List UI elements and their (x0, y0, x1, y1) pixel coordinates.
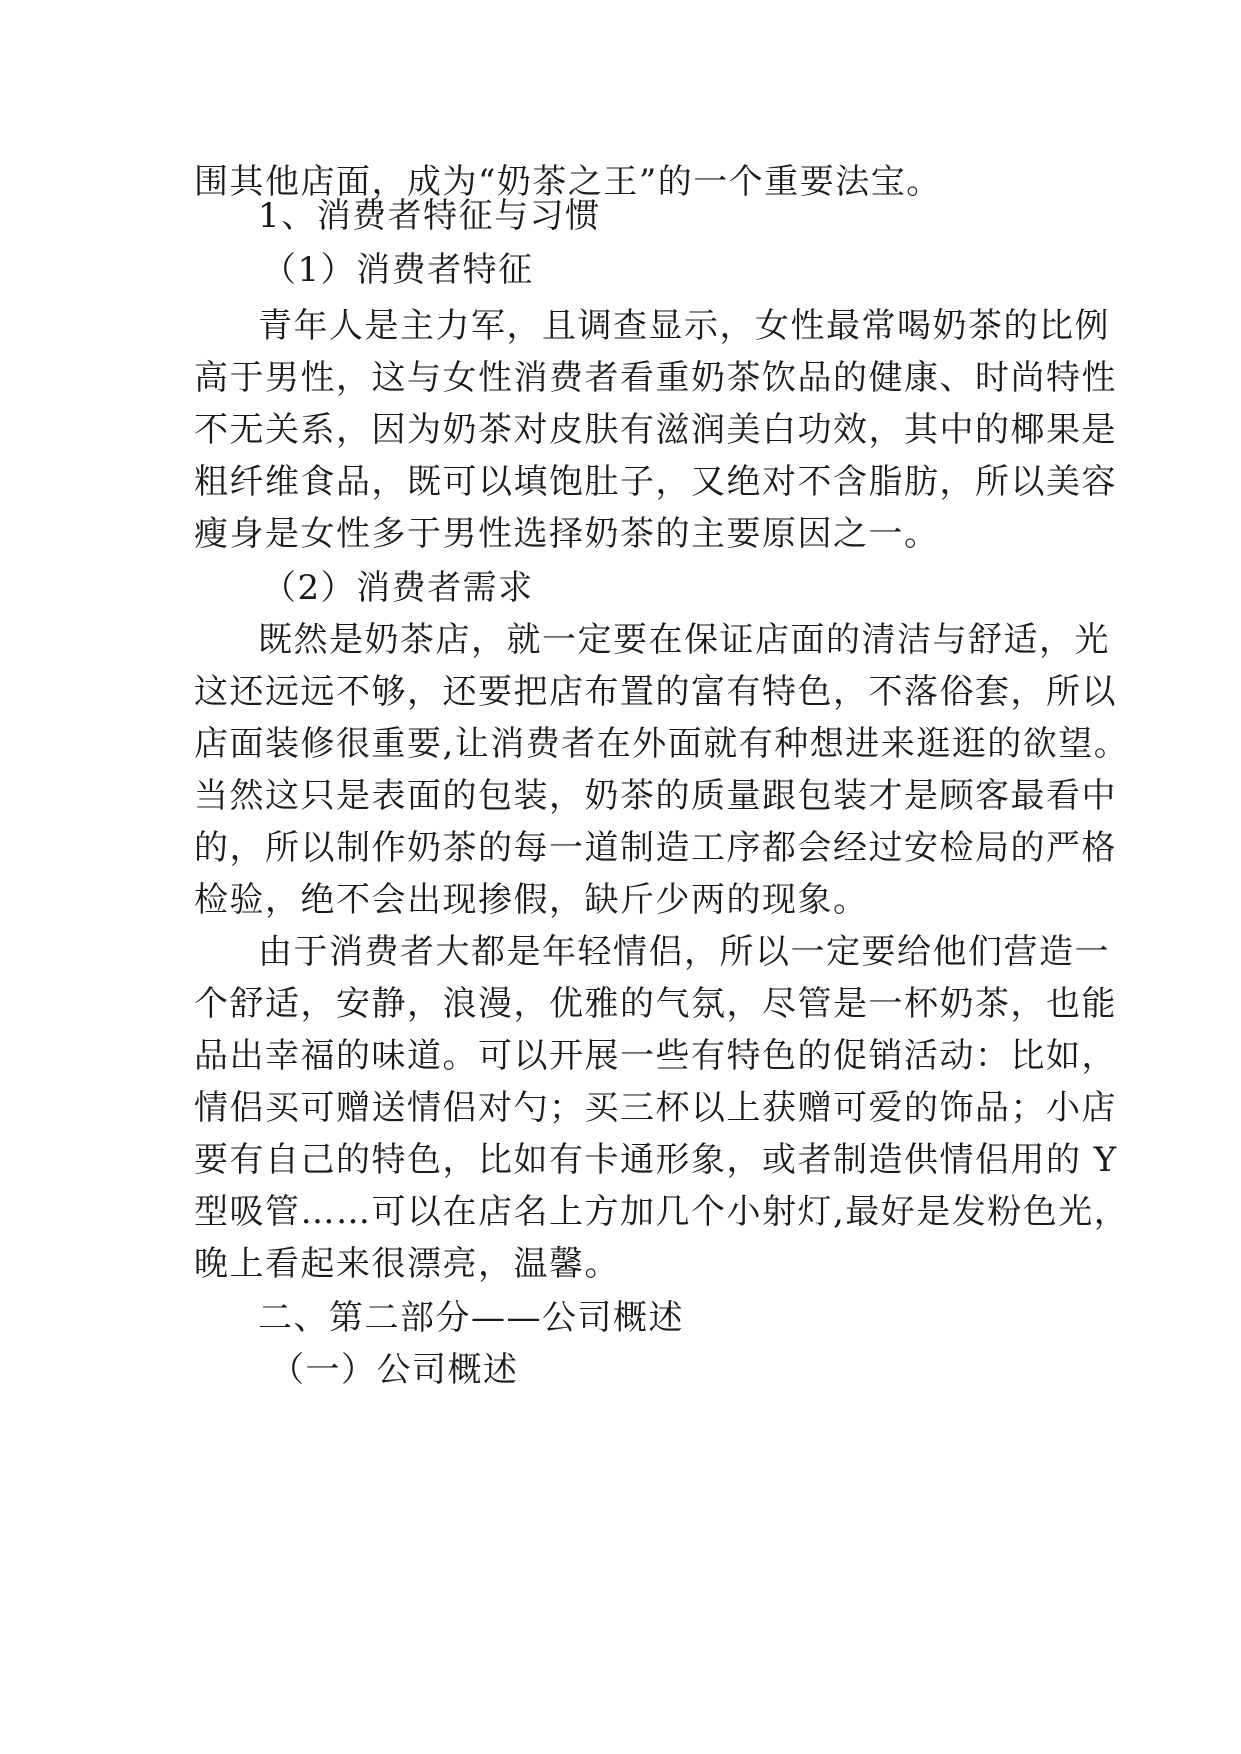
paragraph-line: 高于男性，这与女性消费者看重奶茶饮品的健康、时尚特性 (194, 358, 1117, 398)
paragraph-line: 情侣买可赠送情侣对勺；买三杯以上获赠可爱的饰品；小店 (194, 1088, 1117, 1128)
paragraph-line: 个舒适，安静，浪漫，优雅的气氛，尽管是一杯奶茶，也能 (194, 984, 1117, 1024)
paragraph-line: 不无关系，因为奶茶对皮肤有滋润美白功效，其中的椰果是 (194, 410, 1117, 450)
paragraph-line: 青年人是主力军，且调查显示，女性最常喝奶茶的比例 (258, 306, 1110, 346)
part-heading: 二、第二部分——公司概述 (258, 1298, 684, 1338)
subsection-heading: （一）公司概述 (270, 1350, 519, 1390)
paragraph-line: 由于消费者大都是年轻情侣，所以一定要给他们营造一 (258, 932, 1110, 972)
paragraph-line: 检验，绝不会出现掺假，缺斤少两的现象。 (194, 880, 869, 920)
subsection-heading: （2）消费者需求 (262, 568, 534, 608)
paragraph-line: 型吸管……可以在店名上方加几个小射灯,最好是发粉色光， (194, 1192, 1130, 1232)
paragraph-line: 既然是奶茶店，就一定要在保证店面的清洁与舒适，光 (258, 620, 1110, 660)
subsection-heading: （1）消费者特征 (262, 250, 534, 290)
paragraph-line: 这还远远不够，还要把店布置的富有特色，不落俗套，所以 (194, 672, 1117, 712)
section-heading: 1、消费者特征与习惯 (258, 196, 601, 236)
paragraph-line: 晚上看起来很漂亮，温馨。 (194, 1244, 620, 1284)
paragraph-line: 瘦身是女性多于男性选择奶茶的主要原因之一。 (194, 514, 940, 554)
paragraph-line: 的，所以制作奶茶的每一道制造工序都会经过安检局的严格 (194, 828, 1117, 868)
paragraph-line: 当然这只是表面的包装，奶茶的质量跟包装才是顾客最看中 (194, 776, 1117, 816)
paragraph-line: 店面装修很重要,让消费者在外面就有种想进来逛逛的欲望。 (194, 724, 1130, 764)
paragraph-line: 粗纤维食品，既可以填饱肚子，又绝对不含脂肪，所以美容 (194, 462, 1117, 502)
paragraph-line: 品出幸福的味道。可以开展一些有特色的促销活动：比如， (194, 1036, 1117, 1076)
paragraph-line: 要有自己的特色，比如有卡通形象，或者制造供情侣用的 Y (194, 1140, 1118, 1180)
paragraph-line: 围其他店面，成为“奶茶之王”的一个重要法宝。 (194, 162, 942, 202)
